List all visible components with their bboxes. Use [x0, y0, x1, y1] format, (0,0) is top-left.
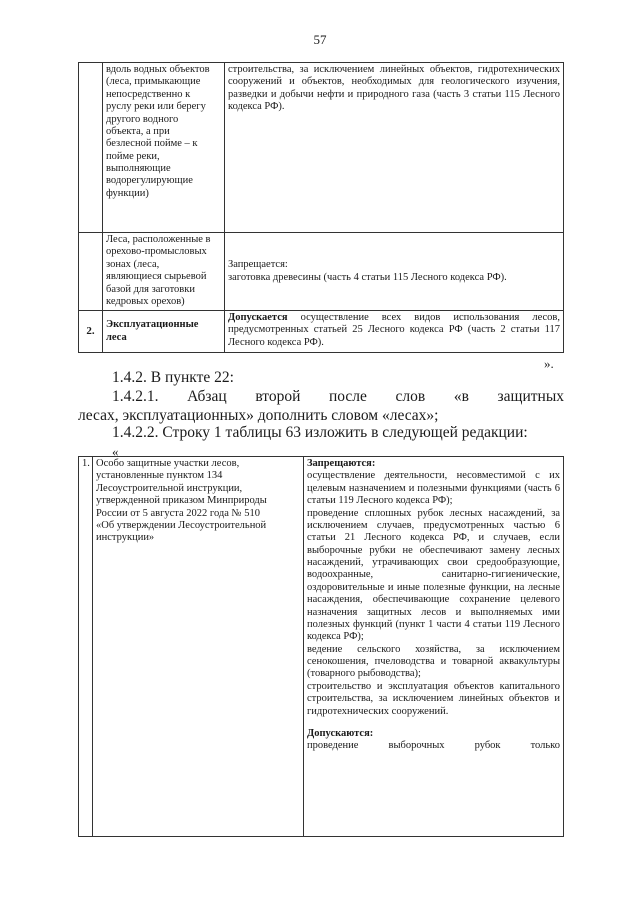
zone-line: (леса, примыкающие — [106, 76, 201, 88]
page-number: 57 — [313, 32, 327, 47]
paragraph-1-4-2: 1.4.2. В пункте 22: — [112, 369, 234, 386]
row-number: 2. — [79, 311, 103, 353]
zone-line: являющиеся сырьевой — [106, 271, 207, 283]
spacer — [307, 718, 560, 728]
zone-line: руслу реки или берегу — [106, 101, 206, 113]
zone-line: зонах (леса, — [106, 258, 160, 270]
zone-line: пойме реки, — [106, 150, 160, 162]
row-number: 1. — [79, 457, 93, 837]
allowed-text: проведение выборочных рубок только — [307, 740, 560, 752]
closing-quote: ». — [544, 356, 554, 371]
zone-line: инструкции» — [96, 532, 155, 544]
row-number-cell — [79, 63, 103, 233]
paragraph-1-4-2-2: 1.4.2.2. Строку 1 таблицы 63 изложить в следующей редакции: — [112, 424, 528, 441]
zone-line: России от 5 августа 2022 года № 510 — [96, 507, 260, 519]
regime-cell — [225, 311, 564, 353]
zone-line: установленные пунктом 134 — [96, 470, 223, 482]
zone-line: орехово-промысловых — [106, 246, 207, 258]
zone-line: утвержденной приказом Минприроды — [96, 495, 267, 507]
forest-zones-table-top — [78, 62, 564, 353]
row-number-cell — [79, 233, 103, 311]
prohibited-item: проведение сплошных рубок лесных насаждений, за исключением случаев, предусмотренных частью 6 статьи 21 Лесного кодекса РФ, и случаев, если выборочные рубки не обеспечивают замену лесных насаждений, утрачивающих свои средообразующие, водоохранные, санитарно-гигиенические, оздоровительные и иные полезные функции, на лесные насаждения, обеспечивающие сохранение целевого назначения защитных лесов и выполняемых ими полезных функций (пункт 1 части 4 статьи 119 Лесного кодекса РФ); — [307, 507, 560, 643]
zone-cell — [103, 233, 225, 311]
table-63-row-1 — [78, 456, 564, 837]
zone-line: Особо защитные участки лесов, — [96, 458, 240, 469]
zone-line: базой для заготовки — [106, 283, 195, 295]
zone-line: вдоль водных объектов — [106, 64, 210, 75]
zone-line: непосредственно к — [106, 88, 191, 100]
forest-kind: Эксплуатационные леса — [103, 311, 225, 353]
table-row — [79, 233, 564, 311]
table-row — [79, 63, 564, 233]
allowed-label: Допускаются: — [307, 727, 374, 739]
prohibited-item: осуществление деятельности, несовместимой с их целевым назначением и полезными функциями (часть 6 статьи 119 Лесного кодекса РФ); — [307, 470, 560, 507]
zone-line: безлесной пойме – к — [106, 138, 198, 150]
prohibited-label: Запрещается: — [228, 259, 288, 271]
zone-cell — [93, 457, 304, 837]
regime-text: осуществление всех видов использования лесов, предусмотренных статьей 25 Лесного кодекса РФ (часть 2 статьи 117 Лесного кодекса РФ). — [228, 312, 560, 348]
zone-line: другого водного — [106, 113, 179, 125]
table-row — [79, 457, 564, 837]
prohibited-item: строительство и эксплуатация объектов капитального строительства, за исключением линейных объектов и гидротехнических сооружений. — [307, 680, 560, 717]
regime-cell: строительства, за исключением линейных объектов, гидротехнических сооружений и объектов, необходимых для геологического изучения, разведки и добычи нефти и природного газа (часть 3 статьи 115 Лесного кодекса РФ). — [225, 63, 564, 233]
zone-line: выполняющие — [106, 163, 171, 174]
zone-line: кедровых орехов) — [106, 295, 185, 307]
zone-line: Леса, расположенные в — [106, 234, 211, 245]
zone-cell — [103, 63, 225, 233]
regime-cell — [225, 233, 564, 311]
prohibited-item: ведение сельского хозяйства, за исключением сенокошения, пчеловодства и товарной аквакультуры (товарного рыбоводства); — [307, 643, 560, 680]
zone-line: Лесоустроительной инструкции, — [96, 482, 243, 494]
zone-line: водорегулирующие — [106, 175, 193, 187]
regime-text: заготовка древесины (часть 4 статьи 115 Лесного кодекса РФ). — [228, 271, 507, 283]
paragraph-1-4-2-1-cont: лесах, эксплуатационных» дополнить словом «лесах»; — [78, 407, 439, 424]
opening-quote: « — [112, 444, 119, 459]
table-row — [79, 311, 564, 353]
zone-line: «Об утверждении Лесоустроительной — [96, 519, 267, 531]
zone-line: функции) — [106, 187, 149, 199]
allowed-label: Допускается — [228, 312, 288, 323]
paragraph-1-4-2-1: 1.4.2.1. Абзац второй после слов «в защитных — [112, 388, 564, 405]
regime-cell — [304, 457, 564, 837]
prohibited-label: Запрещаются: — [307, 458, 376, 469]
zone-line: объекта, а при — [106, 125, 170, 137]
